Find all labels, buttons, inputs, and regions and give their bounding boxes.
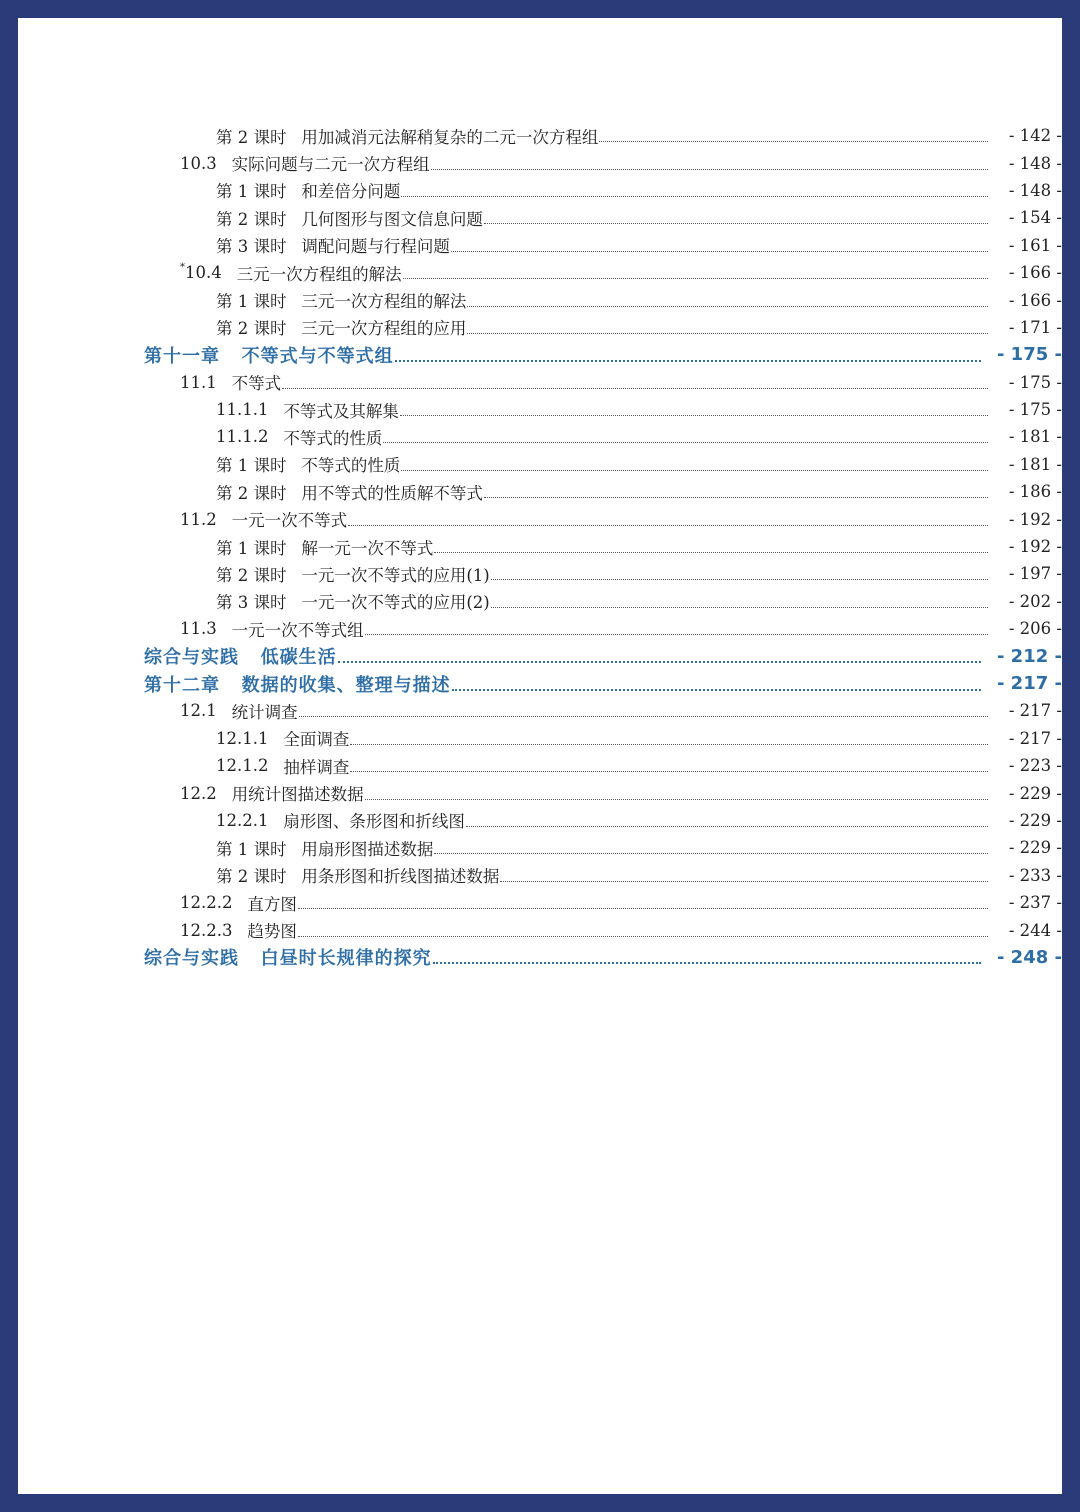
toc-entry-title: 低碳生活: [260, 647, 337, 669]
toc-entry-page-number: - 148 -: [1008, 153, 1062, 173]
toc-entry-title: 抽样调查: [283, 757, 350, 777]
toc-entry-number: [216, 233, 287, 257]
toc-entry-number-text: 第 2 课时: [216, 867, 287, 887]
toc-entry-number-text: 11.1: [180, 372, 217, 392]
toc-entry-page-number: - 212 -: [996, 645, 1062, 667]
toc-entry-title: 不等式及其解集: [283, 401, 399, 421]
toc-entry-number-text: 第 1 课时: [216, 839, 287, 859]
toc-entry-number-text: 综合与实践: [144, 948, 239, 970]
toc-entry-title: 用不等式的性质解不等式: [301, 483, 483, 503]
toc-entry-number: [144, 342, 220, 368]
toc-entry-number: [216, 427, 268, 446]
toc-entry-number: [180, 784, 217, 803]
toc-entry-page-number: - 161 -: [1008, 235, 1062, 255]
toc-entry-title: 调配问题与行程问题: [301, 237, 450, 257]
toc-entry-number: [216, 452, 287, 476]
toc-entry-number: [216, 589, 287, 613]
toc-entry-page-number: - 217 -: [1008, 701, 1062, 721]
toc-entry[interactable]: [18, 588, 1062, 615]
toc-entry-number: [216, 562, 287, 586]
toc-entry-page-number: - 175 -: [1008, 372, 1062, 392]
toc-entry-number-text: 第 2 课时: [216, 565, 287, 585]
dot-leader: [467, 306, 988, 307]
dot-leader: [401, 470, 988, 471]
toc-entry-title: 和差倍分问题: [301, 182, 401, 202]
dot-leader: [298, 908, 988, 909]
toc-entry-number: [216, 811, 268, 830]
toc-entry-title: 直方图: [247, 894, 297, 914]
dot-leader: [383, 442, 988, 443]
toc-entry-title: 一元一次不等式组: [231, 620, 364, 640]
toc-entry-number-text: 第 2 课时: [216, 483, 287, 503]
dot-leader: [467, 333, 988, 334]
dot-leader: [452, 689, 981, 691]
toc-entry-number-text: 12.1.2: [216, 756, 269, 776]
toc-entry-page-number: - 175 -: [996, 344, 1062, 366]
toc-entry-number: [216, 836, 287, 860]
toc-entry-page-number: - 166 -: [1008, 263, 1062, 283]
toc-entry-number-text: 第 1 课时: [216, 538, 287, 558]
toc-entry[interactable]: [18, 286, 1062, 313]
dot-leader: [599, 141, 988, 142]
toc-entry-number-text: 第 3 课时: [216, 593, 287, 613]
toc-entry-page-number: - 154 -: [1008, 208, 1062, 228]
toc-entry-title: 一元一次不等式: [231, 511, 348, 531]
toc-entry-number-text: 12.2.3: [180, 920, 233, 940]
dot-leader: [282, 388, 988, 389]
toc-entry-title: 三元一次方程组的应用: [301, 319, 467, 339]
toc-entry-page-number: - 202 -: [1008, 591, 1062, 611]
toc-entry-page-number: - 181 -: [1008, 427, 1062, 447]
toc-entry-page-number: - 148 -: [1008, 180, 1062, 200]
toc-entry-number: [216, 729, 268, 748]
table-of-contents: [18, 122, 1062, 971]
dot-leader: [350, 771, 988, 772]
toc-chapter-entry[interactable]: [18, 642, 1062, 669]
toc-entry-number: [180, 893, 232, 912]
toc-entry-title: 一元一次不等式的应用(1): [301, 565, 490, 585]
toc-entry-number-text: 11.1.2: [216, 427, 269, 447]
toc-entry-title: 三元一次方程组的解法: [301, 292, 467, 312]
toc-entry-number: [180, 263, 222, 282]
toc-entry[interactable]: [18, 779, 1062, 806]
toc-entry-number: [216, 124, 287, 148]
toc-entry-page-number: - 175 -: [1008, 400, 1062, 420]
toc-entry-number-text: 第 2 课时: [216, 319, 287, 339]
toc-entry-number: [180, 921, 232, 940]
toc-entry-number-text: 第 1 课时: [216, 292, 287, 312]
toc-entry-number: [180, 510, 217, 529]
toc-entry-number-text: 12.1.1: [216, 728, 269, 748]
toc-entry-page-number: - 217 -: [996, 673, 1062, 694]
dot-leader: [491, 579, 988, 580]
toc-entry[interactable]: [18, 807, 1062, 834]
toc-entry-number-text: 10.4: [185, 263, 222, 283]
dot-leader: [395, 360, 981, 362]
toc-entry-title: 用加减消元法解稍复杂的二元一次方程组: [301, 127, 599, 147]
toc-entry[interactable]: [18, 314, 1062, 341]
toc-entry-number-text: 11.1.1: [216, 400, 269, 420]
dot-leader: [500, 881, 988, 882]
dot-leader: [298, 936, 988, 937]
toc-entry-title: 用扇形图描述数据: [301, 839, 434, 859]
toc-entry-number: [216, 315, 287, 339]
toc-entry-number: [144, 643, 239, 669]
toc-entry-page-number: - 223 -: [1008, 756, 1062, 776]
toc-entry-number: [216, 178, 287, 202]
toc-entry-title: 实际问题与二元一次方程组: [231, 155, 430, 175]
toc-entry[interactable]: [18, 396, 1062, 423]
toc-entry-title: 趋势图: [247, 922, 297, 942]
toc-entry-page-number: - 244 -: [1008, 920, 1062, 940]
dot-leader: [484, 223, 988, 224]
toc-chapter-entry[interactable]: [18, 670, 1062, 697]
toc-entry-number-text: 第十二章: [144, 674, 220, 696]
toc-entry-number-text: 10.3: [180, 153, 217, 173]
toc-entry[interactable]: [18, 560, 1062, 587]
toc-entry-page-number: - 181 -: [1008, 454, 1062, 474]
dot-leader: [484, 497, 988, 498]
toc-entry-page-number: - 229 -: [1008, 810, 1062, 830]
dot-leader: [299, 716, 988, 717]
toc-entry-page-number: - 197 -: [1008, 564, 1062, 584]
toc-entry[interactable]: [18, 259, 1062, 286]
toc-entry[interactable]: [18, 122, 1062, 149]
toc-entry[interactable]: [18, 862, 1062, 889]
toc-entry-number-text: 第 2 课时: [216, 209, 287, 229]
dot-leader: [403, 278, 988, 279]
toc-entry[interactable]: [18, 916, 1062, 943]
toc-entry-number-text: 综合与实践: [144, 647, 239, 669]
toc-entry-number: [180, 619, 217, 638]
toc-entry-number-text: 12.2.2: [180, 893, 233, 913]
toc-entry[interactable]: [18, 451, 1062, 478]
toc-entry-title: 一元一次不等式的应用(2): [301, 593, 490, 613]
toc-entry[interactable]: [18, 478, 1062, 505]
dot-leader: [365, 634, 988, 635]
toc-entry-number-text: 12.2: [180, 783, 217, 803]
toc-entry[interactable]: [18, 752, 1062, 779]
toc-entry-number: [144, 944, 239, 970]
toc-entry[interactable]: [18, 369, 1062, 396]
toc-entry-page-number: - 206 -: [1008, 619, 1062, 639]
toc-entry-number: [144, 671, 220, 697]
toc-chapter-entry[interactable]: [18, 944, 1062, 971]
dot-leader: [491, 607, 988, 608]
toc-entry-number: [216, 756, 268, 775]
toc-entry-title: 不等式的性质: [301, 456, 401, 476]
toc-entry-page-number: - 171 -: [1008, 317, 1062, 337]
toc-entry[interactable]: [18, 232, 1062, 259]
toc-entry[interactable]: [18, 889, 1062, 916]
dot-leader: [431, 169, 988, 170]
toc-entry[interactable]: [18, 423, 1062, 450]
optional-marker: *: [180, 261, 185, 273]
toc-entry-title: 扇形图、条形图和折线图: [283, 812, 465, 832]
toc-entry-title: 数据的收集、整理与描述: [241, 674, 451, 696]
toc-entry-page-number: - 248 -: [996, 946, 1062, 968]
toc-entry-number: [216, 206, 287, 230]
dot-leader: [433, 962, 981, 964]
toc-entry-title: 用统计图描述数据: [231, 785, 364, 805]
toc-entry-page-number: - 166 -: [1008, 290, 1062, 310]
toc-entry-number-text: 第 1 课时: [216, 456, 287, 476]
toc-entry-number-text: 第十一章: [144, 345, 220, 367]
toc-entry-number: [216, 400, 268, 419]
toc-entry-page-number: - 229 -: [1008, 783, 1062, 803]
toc-entry-number: [216, 480, 287, 504]
toc-entry-number-text: 12.1: [180, 701, 217, 721]
dot-leader: [338, 661, 981, 663]
dot-leader: [434, 853, 988, 854]
toc-entry-number: [180, 701, 217, 720]
toc-entry-title: 三元一次方程组的解法: [236, 264, 402, 284]
toc-entry-number: [180, 373, 217, 392]
dot-leader: [466, 826, 988, 827]
toc-entry-number-text: 第 1 课时: [216, 182, 287, 202]
dot-leader: [348, 525, 988, 526]
toc-entry-number: [216, 535, 287, 559]
dot-leader: [401, 196, 988, 197]
document-page: [18, 18, 1062, 1494]
dot-leader: [400, 415, 988, 416]
toc-entry-page-number: - 186 -: [1008, 482, 1062, 502]
toc-entry-page-number: - 233 -: [1008, 865, 1062, 885]
toc-entry[interactable]: [18, 204, 1062, 231]
toc-entry[interactable]: [18, 505, 1062, 532]
toc-entry[interactable]: [18, 149, 1062, 176]
dot-leader: [350, 744, 988, 745]
toc-entry-title: 解一元一次不等式: [301, 538, 434, 558]
toc-entry-page-number: - 229 -: [1008, 838, 1062, 858]
toc-entry-number-text: 11.3: [180, 619, 217, 639]
toc-entry-number: [216, 288, 287, 312]
toc-entry-title: 白昼时长规律的探究: [260, 948, 432, 970]
toc-entry-number-text: 第 2 课时: [216, 127, 287, 147]
toc-entry[interactable]: [18, 725, 1062, 752]
toc-entry-title: 不等式: [231, 374, 282, 394]
toc-entry-title: 几何图形与图文信息问题: [301, 209, 483, 229]
dot-leader: [434, 552, 988, 553]
dot-leader: [365, 799, 988, 800]
toc-entry-title: 不等式与不等式组: [241, 345, 394, 367]
toc-entry-page-number: - 237 -: [1008, 893, 1062, 913]
toc-entry-number: [216, 863, 287, 887]
toc-entry-title: 不等式的性质: [283, 428, 383, 448]
toc-chapter-entry[interactable]: [18, 341, 1062, 368]
toc-entry-title: 用条形图和折线图描述数据: [301, 867, 500, 887]
toc-entry[interactable]: [18, 177, 1062, 204]
toc-entry[interactable]: [18, 533, 1062, 560]
toc-entry[interactable]: [18, 615, 1062, 642]
toc-entry-page-number: - 217 -: [1008, 728, 1062, 748]
dot-leader: [451, 251, 988, 252]
toc-entry-number-text: 11.2: [180, 509, 217, 529]
toc-entry-title: 全面调查: [283, 730, 350, 750]
toc-entry-page-number: - 192 -: [1008, 509, 1062, 529]
toc-entry-title: 统计调查: [231, 702, 298, 722]
toc-entry-page-number: - 142 -: [1008, 126, 1062, 146]
toc-entry-number-text: 12.2.1: [216, 810, 269, 830]
toc-entry-page-number: - 192 -: [1008, 537, 1062, 557]
toc-entry[interactable]: [18, 697, 1062, 724]
toc-entry-number-text: 第 3 课时: [216, 237, 287, 257]
toc-entry-number: [180, 154, 217, 173]
toc-entry[interactable]: [18, 834, 1062, 861]
